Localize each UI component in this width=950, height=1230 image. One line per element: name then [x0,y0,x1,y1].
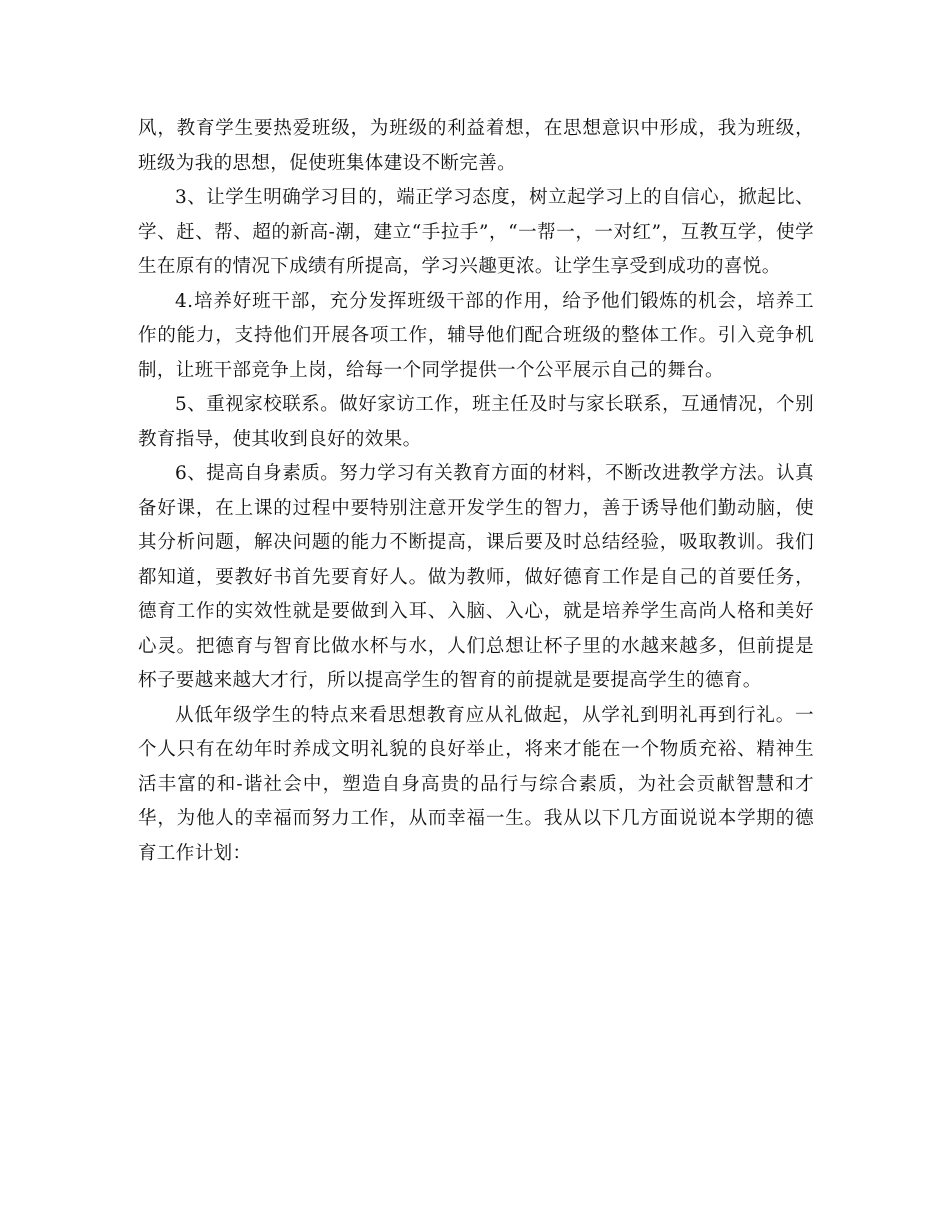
paragraph-item-5: 5、重视家校联系。做好家访工作，班主任及时与家长联系，互通情况，个别教育指导，使其收到良好的效果。 [138,394,814,450]
paragraph-conclusion: 从低年级学生的特点来看思想教育应从礼做起，从学礼到明礼再到行礼。一个人只有在幼年时养成文明礼貌的良好举止，将来才能在一个物质充裕、精神生活丰富的和-谐社会中，塑造自身高贵的品行与综合素质，为社会贡献智慧和才华，为他人的幸福而努力工作，从而幸福一生。我从以下几方面说说本学期的德育工作计划： [138,704,814,864]
paragraph-item-6: 6、提高自身素质。努力学习有关教育方面的材料，不断改进教学方法。认真备好课，在上课的过程中要特别注意开发学生的智力，善于诱导他们勤动脑，使其分析问题，解决问题的能力不断提高，课后要及时总结经验，吸取教训。我们都知道，要教好书首先要育好人。做为教师，做好德育工作是自己的首要任务，德育工作的实效性就是要做到入耳、入脑、入心，就是培养学生高尚人格和美好心灵。把德育与智育比做水杯与水，人们总想让杯子里的水越来越多，但前提是杯子要越来越大才行，所以提高学生的智育的前提就是要提高学生的德育。 [138,463,814,691]
document-body [138,112,814,871]
paragraph-item-4: 4.培养好班干部，充分发挥班级干部的作用，给予他们锻炼的机会，培养工作的能力，支持他们开展各项工作，辅导他们配合班级的整体工作。引入竞争机制，让班干部竞争上岗，给每一个同学提供一个公平展示自己的舞台。 [138,290,814,381]
paragraph-item-3: 3、让学生明确学习目的，端正学习态度，树立起学习上的自信心，掀起比、学、赶、帮、超的新高-潮，建立“手拉手”，“一帮一，一对红”，互教互学，使学生在原有的情况下成绩有所提高，学习兴趣更浓。让学生享受到成功的喜悦。 [138,187,814,277]
paragraph-continued: 风，教育学生要热爱班级，为班级的利益着想，在思想意识中形成，我为班级，班级为我的思想，促使班集体建设不断完善。 [138,118,814,174]
